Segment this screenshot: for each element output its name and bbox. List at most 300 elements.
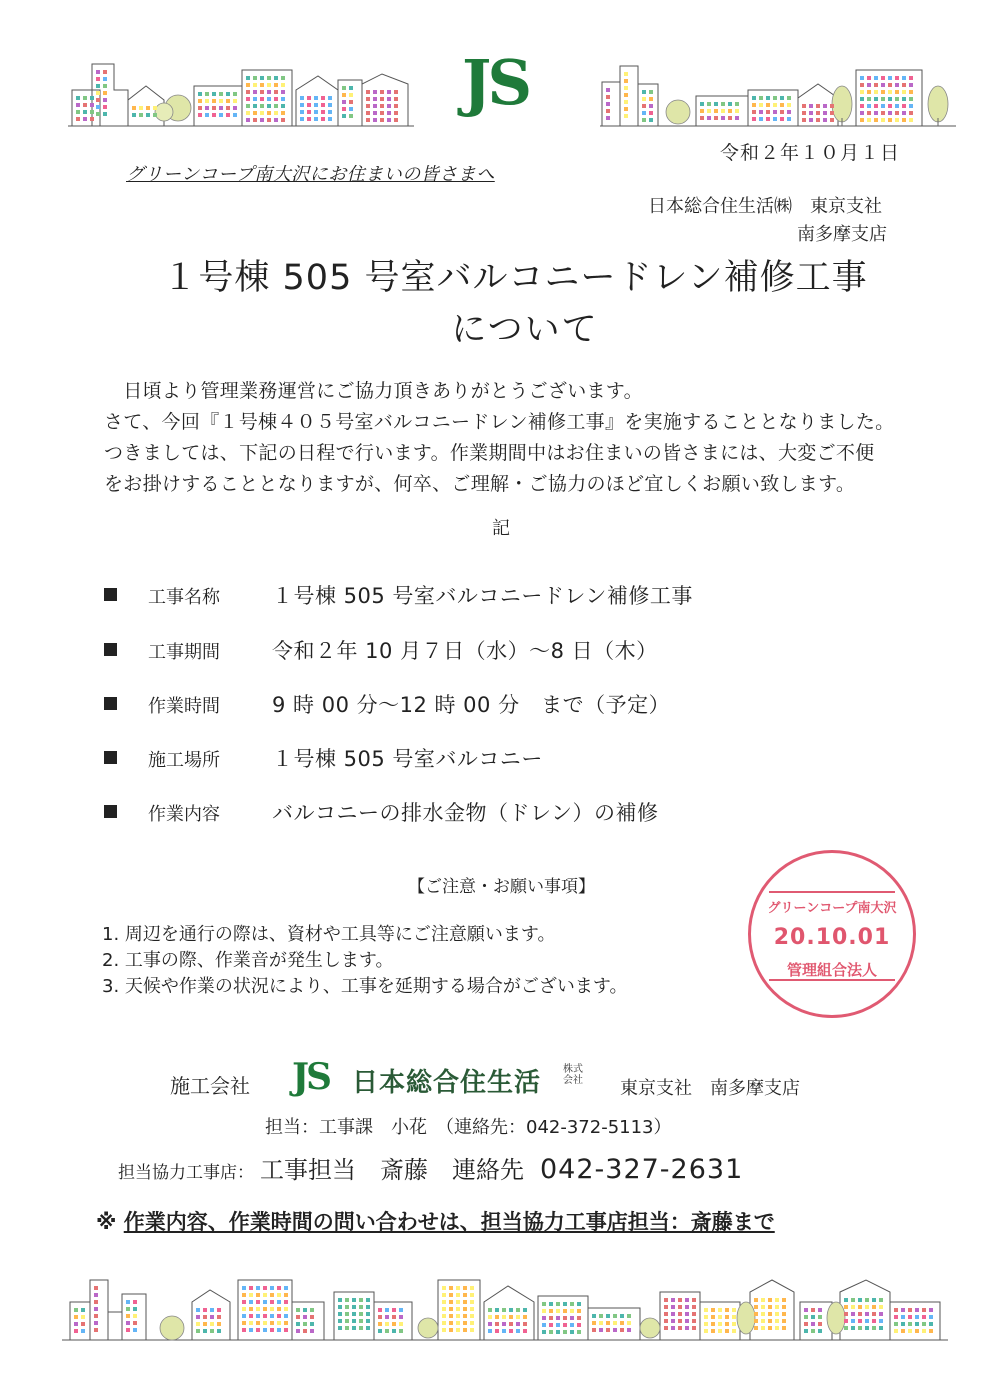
window-dot bbox=[759, 103, 763, 107]
window-dot bbox=[284, 1328, 288, 1332]
window-dot bbox=[678, 1312, 682, 1316]
window-dot bbox=[642, 118, 646, 122]
window-dot bbox=[721, 109, 725, 113]
window-dot bbox=[627, 1321, 631, 1325]
window-dot bbox=[761, 1319, 765, 1323]
window-dot bbox=[563, 1330, 567, 1334]
window-dot bbox=[649, 104, 653, 108]
window-dot bbox=[818, 1308, 822, 1312]
window-dot bbox=[217, 1329, 221, 1333]
window-dot bbox=[226, 106, 230, 110]
window-dot bbox=[865, 1312, 869, 1316]
window-dot bbox=[392, 1315, 396, 1319]
window-dot bbox=[671, 1312, 675, 1316]
window-dot bbox=[901, 1329, 905, 1333]
window-dot bbox=[649, 97, 653, 101]
notes-heading: 【ご注意・お願い事項】 bbox=[408, 877, 595, 897]
window-dot bbox=[881, 97, 885, 101]
window-dot bbox=[267, 76, 271, 80]
window-dot bbox=[246, 83, 250, 87]
window-dot bbox=[399, 1329, 403, 1333]
window-dot bbox=[366, 90, 370, 94]
window-dot bbox=[380, 104, 384, 108]
window-dot bbox=[782, 1312, 786, 1316]
window-dot bbox=[321, 110, 325, 114]
window-dot bbox=[787, 103, 791, 107]
window-dot bbox=[307, 117, 311, 121]
window-dot bbox=[909, 83, 913, 87]
window-dot bbox=[811, 1329, 815, 1333]
window-dot bbox=[563, 1316, 567, 1320]
window-dot bbox=[851, 1298, 855, 1302]
window-dot bbox=[642, 104, 646, 108]
window-dot bbox=[711, 1322, 715, 1326]
window-dot bbox=[858, 1326, 862, 1330]
window-dot bbox=[754, 1312, 758, 1316]
window-dot bbox=[768, 1319, 772, 1323]
window-dot bbox=[263, 1321, 267, 1325]
window-dot bbox=[775, 1305, 779, 1309]
detail-value: 令和２年 10 月７日（水）～8 日（木） bbox=[272, 639, 658, 663]
note-item: 1. 周辺を通行の際は、資材や工具等にご注意願います。 bbox=[102, 924, 556, 945]
window-dot bbox=[146, 113, 150, 117]
window-dot bbox=[74, 1329, 78, 1333]
window-dot bbox=[210, 1322, 214, 1326]
window-dot bbox=[865, 1305, 869, 1309]
window-dot bbox=[274, 76, 278, 80]
window-dot bbox=[867, 83, 871, 87]
window-dot bbox=[90, 117, 94, 121]
window-dot bbox=[879, 1326, 883, 1330]
window-dot bbox=[516, 1308, 520, 1312]
window-dot bbox=[752, 110, 756, 114]
window-dot bbox=[549, 1309, 553, 1313]
window-dot bbox=[768, 1298, 772, 1302]
ki-heading: 記 bbox=[492, 518, 510, 539]
window-dot bbox=[915, 1308, 919, 1312]
window-dot bbox=[872, 1326, 876, 1330]
window-dot bbox=[860, 111, 864, 115]
window-dot bbox=[902, 90, 906, 94]
window-dot bbox=[523, 1315, 527, 1319]
window-dot bbox=[818, 1315, 822, 1319]
window-dot bbox=[502, 1322, 506, 1326]
body-text bbox=[104, 376, 924, 500]
window-dot bbox=[766, 117, 770, 121]
window-dot bbox=[463, 1321, 467, 1325]
document-title: １号棟 505 号室バルコニードレン補修工事 bbox=[162, 258, 868, 298]
window-dot bbox=[851, 1319, 855, 1323]
window-dot bbox=[310, 1322, 314, 1326]
reference-mark: ※ bbox=[96, 1210, 117, 1234]
window-dot bbox=[649, 111, 653, 115]
window-dot bbox=[613, 1328, 617, 1332]
window-dot bbox=[732, 1322, 736, 1326]
window-dot bbox=[342, 86, 346, 90]
window-dot bbox=[707, 116, 711, 120]
window-dot bbox=[830, 111, 834, 115]
window-dot bbox=[809, 104, 813, 108]
window-dot bbox=[816, 111, 820, 115]
window-dot bbox=[83, 110, 87, 114]
window-dot bbox=[342, 107, 346, 111]
window-dot bbox=[303, 1308, 307, 1312]
window-dot bbox=[844, 1312, 848, 1316]
window-dot bbox=[263, 1293, 267, 1297]
window-dot bbox=[242, 1286, 246, 1290]
window-dot bbox=[342, 114, 346, 118]
window-dot bbox=[735, 102, 739, 106]
window-dot bbox=[328, 117, 332, 121]
window-dot bbox=[874, 83, 878, 87]
window-dot bbox=[126, 1328, 130, 1332]
window-dot bbox=[94, 1314, 98, 1318]
window-dot bbox=[664, 1319, 668, 1323]
window-dot bbox=[570, 1302, 574, 1306]
window-dot bbox=[385, 1322, 389, 1326]
subcontractor-person: 工事担当 斎藤 連絡先 bbox=[260, 1156, 524, 1184]
window-dot bbox=[556, 1302, 560, 1306]
window-dot bbox=[606, 88, 610, 92]
window-dot bbox=[768, 1312, 772, 1316]
window-dot bbox=[303, 1315, 307, 1319]
window-dot bbox=[366, 1326, 370, 1330]
window-dot bbox=[858, 1298, 862, 1302]
window-dot bbox=[860, 90, 864, 94]
window-dot bbox=[922, 1329, 926, 1333]
window-dot bbox=[908, 1322, 912, 1326]
window-dot bbox=[818, 1322, 822, 1326]
window-dot bbox=[270, 1321, 274, 1325]
window-dot bbox=[922, 1308, 926, 1312]
window-dot bbox=[83, 96, 87, 100]
window-dot bbox=[858, 1319, 862, 1323]
window-dot bbox=[902, 97, 906, 101]
window-dot bbox=[867, 104, 871, 108]
window-dot bbox=[773, 110, 777, 114]
window-dot bbox=[256, 1307, 260, 1311]
window-dot bbox=[728, 109, 732, 113]
window-dot bbox=[872, 1312, 876, 1316]
window-dot bbox=[894, 1322, 898, 1326]
window-dot bbox=[811, 1322, 815, 1326]
window-dot bbox=[768, 1305, 772, 1309]
window-dot bbox=[888, 97, 892, 101]
window-dot bbox=[523, 1322, 527, 1326]
window-dot bbox=[678, 1305, 682, 1309]
window-dot bbox=[463, 1286, 467, 1290]
window-dot bbox=[624, 72, 628, 76]
window-dot bbox=[754, 1305, 758, 1309]
window-dot bbox=[671, 1319, 675, 1323]
window-dot bbox=[456, 1321, 460, 1325]
window-dot bbox=[139, 113, 143, 117]
window-dot bbox=[509, 1308, 513, 1312]
window-dot bbox=[761, 1312, 765, 1316]
window-dot bbox=[488, 1308, 492, 1312]
window-dot bbox=[556, 1323, 560, 1327]
window-dot bbox=[345, 1319, 349, 1323]
window-dot bbox=[809, 118, 813, 122]
window-dot bbox=[96, 77, 100, 81]
window-dot bbox=[380, 97, 384, 101]
window-dot bbox=[392, 1322, 396, 1326]
window-dot bbox=[94, 1307, 98, 1311]
window-dot bbox=[249, 1293, 253, 1297]
window-dot bbox=[359, 1312, 363, 1316]
window-dot bbox=[606, 1314, 610, 1318]
window-dot bbox=[759, 110, 763, 114]
window-dot bbox=[246, 104, 250, 108]
window-dot bbox=[249, 1286, 253, 1290]
window-dot bbox=[96, 105, 100, 109]
js-logo: JS bbox=[462, 46, 529, 119]
window-dot bbox=[198, 106, 202, 110]
window-dot bbox=[620, 1314, 624, 1318]
window-dot bbox=[205, 106, 209, 110]
window-dot bbox=[74, 1308, 78, 1312]
window-dot bbox=[872, 1298, 876, 1302]
window-dot bbox=[624, 93, 628, 97]
window-dot bbox=[277, 1321, 281, 1325]
window-dot bbox=[463, 1328, 467, 1332]
window-dot bbox=[274, 83, 278, 87]
window-dot bbox=[782, 1326, 786, 1330]
window-dot bbox=[823, 104, 827, 108]
window-dot bbox=[310, 1315, 314, 1319]
window-dot bbox=[212, 113, 216, 117]
window-dot bbox=[260, 90, 264, 94]
window-dot bbox=[851, 1326, 855, 1330]
window-dot bbox=[782, 1298, 786, 1302]
window-dot bbox=[399, 1315, 403, 1319]
window-dot bbox=[300, 110, 304, 114]
window-dot bbox=[577, 1330, 581, 1334]
window-dot bbox=[613, 1314, 617, 1318]
window-dot bbox=[867, 118, 871, 122]
window-dot bbox=[908, 1315, 912, 1319]
window-dot bbox=[804, 1308, 808, 1312]
window-dot bbox=[74, 1315, 78, 1319]
window-dot bbox=[132, 113, 136, 117]
window-dot bbox=[523, 1308, 527, 1312]
window-dot bbox=[256, 1293, 260, 1297]
square-bullet-icon bbox=[104, 751, 117, 764]
document-title-continued: について bbox=[451, 310, 599, 350]
window-dot bbox=[728, 102, 732, 106]
window-dot bbox=[768, 1326, 772, 1330]
window-dot bbox=[592, 1328, 596, 1332]
window-dot bbox=[909, 76, 913, 80]
window-dot bbox=[775, 1319, 779, 1323]
window-dot bbox=[901, 1308, 905, 1312]
window-dot bbox=[133, 1328, 137, 1332]
window-dot bbox=[267, 90, 271, 94]
window-dot bbox=[126, 1300, 130, 1304]
window-dot bbox=[867, 111, 871, 115]
window-dot bbox=[549, 1330, 553, 1334]
window-dot bbox=[456, 1300, 460, 1304]
window-dot bbox=[233, 99, 237, 103]
window-dot bbox=[704, 1315, 708, 1319]
window-dot bbox=[387, 90, 391, 94]
window-dot bbox=[692, 1326, 696, 1330]
window-dot bbox=[81, 1315, 85, 1319]
window-dot bbox=[338, 1298, 342, 1302]
window-dot bbox=[915, 1322, 919, 1326]
window-dot bbox=[542, 1330, 546, 1334]
window-dot bbox=[394, 90, 398, 94]
window-dot bbox=[894, 1329, 898, 1333]
window-dot bbox=[359, 1319, 363, 1323]
window-dot bbox=[349, 114, 353, 118]
window-dot bbox=[314, 117, 318, 121]
window-dot bbox=[888, 118, 892, 122]
window-dot bbox=[196, 1315, 200, 1319]
window-dot bbox=[802, 111, 806, 115]
body-paragraph-line: さて、今回『１号棟４０５号室バルコニードレン補修工事』を実施することとなりました。 bbox=[104, 411, 895, 433]
window-dot bbox=[895, 83, 899, 87]
window-dot bbox=[685, 1326, 689, 1330]
window-dot bbox=[76, 117, 80, 121]
window-dot bbox=[516, 1315, 520, 1319]
window-dot bbox=[570, 1309, 574, 1313]
window-dot bbox=[754, 1326, 758, 1330]
window-dot bbox=[277, 1300, 281, 1304]
window-dot bbox=[642, 90, 646, 94]
window-dot bbox=[606, 102, 610, 106]
window-dot bbox=[888, 76, 892, 80]
window-dot bbox=[901, 1322, 905, 1326]
window-dot bbox=[915, 1315, 919, 1319]
window-dot bbox=[307, 110, 311, 114]
window-dot bbox=[274, 97, 278, 101]
window-dot bbox=[300, 103, 304, 107]
window-dot bbox=[394, 118, 398, 122]
window-dot bbox=[267, 83, 271, 87]
window-dot bbox=[456, 1307, 460, 1311]
window-dot bbox=[205, 99, 209, 103]
window-dot bbox=[103, 105, 107, 109]
window-dot bbox=[249, 1321, 253, 1325]
window-dot bbox=[509, 1329, 513, 1333]
window-dot bbox=[449, 1300, 453, 1304]
window-dot bbox=[879, 1319, 883, 1323]
detail-label: 施工場所 bbox=[148, 750, 220, 771]
window-dot bbox=[198, 92, 202, 96]
window-dot bbox=[328, 110, 332, 114]
window-dot bbox=[246, 111, 250, 115]
window-dot bbox=[872, 1319, 876, 1323]
window-dot bbox=[620, 1328, 624, 1332]
window-dot bbox=[256, 1300, 260, 1304]
window-dot bbox=[671, 1326, 675, 1330]
window-dot bbox=[139, 106, 143, 110]
window-dot bbox=[387, 118, 391, 122]
window-dot bbox=[502, 1329, 506, 1333]
window-dot bbox=[711, 1329, 715, 1333]
window-dot bbox=[851, 1305, 855, 1309]
window-dot bbox=[624, 100, 628, 104]
window-dot bbox=[284, 1293, 288, 1297]
window-dot bbox=[577, 1323, 581, 1327]
window-dot bbox=[359, 1326, 363, 1330]
window-dot bbox=[704, 1308, 708, 1312]
window-dot bbox=[735, 116, 739, 120]
window-dot bbox=[366, 97, 370, 101]
window-dot bbox=[310, 1308, 314, 1312]
window-dot bbox=[267, 104, 271, 108]
window-dot bbox=[314, 110, 318, 114]
window-dot bbox=[217, 1315, 221, 1319]
window-dot bbox=[692, 1319, 696, 1323]
window-dot bbox=[502, 1308, 506, 1312]
detail-value: １号棟 505 号室バルコニー bbox=[272, 747, 543, 771]
window-dot bbox=[563, 1323, 567, 1327]
window-dot bbox=[714, 109, 718, 113]
window-dot bbox=[470, 1321, 474, 1325]
window-dot bbox=[133, 1300, 137, 1304]
contact-primary: 担当：工事課 小花 （連絡先：042-372-5113） bbox=[265, 1117, 672, 1138]
window-dot bbox=[929, 1329, 933, 1333]
window-dot bbox=[516, 1322, 520, 1326]
window-dot bbox=[502, 1315, 506, 1319]
window-dot bbox=[349, 100, 353, 104]
window-dot bbox=[895, 76, 899, 80]
window-dot bbox=[664, 1298, 668, 1302]
window-dot bbox=[94, 1300, 98, 1304]
detail-label: 作業内容 bbox=[148, 804, 220, 825]
window-dot bbox=[270, 1328, 274, 1332]
window-dot bbox=[556, 1309, 560, 1313]
window-dot bbox=[664, 1305, 668, 1309]
window-dot bbox=[210, 1308, 214, 1312]
window-dot bbox=[392, 1308, 396, 1312]
window-dot bbox=[366, 1305, 370, 1309]
window-dot bbox=[707, 102, 711, 106]
window-dot bbox=[752, 103, 756, 107]
window-dot bbox=[902, 111, 906, 115]
window-dot bbox=[470, 1307, 474, 1311]
window-dot bbox=[267, 111, 271, 115]
window-dot bbox=[373, 104, 377, 108]
window-dot bbox=[399, 1322, 403, 1326]
window-dot bbox=[260, 83, 264, 87]
window-dot bbox=[449, 1328, 453, 1332]
window-dot bbox=[704, 1329, 708, 1333]
window-dot bbox=[901, 1315, 905, 1319]
window-dot bbox=[606, 116, 610, 120]
window-dot bbox=[442, 1321, 446, 1325]
window-dot bbox=[818, 1329, 822, 1333]
window-dot bbox=[366, 104, 370, 108]
window-dot bbox=[725, 1322, 729, 1326]
window-dot bbox=[210, 1329, 214, 1333]
window-dot bbox=[714, 102, 718, 106]
window-dot bbox=[463, 1300, 467, 1304]
window-dot bbox=[284, 1307, 288, 1311]
company-type-label: 株式会社 bbox=[563, 1064, 583, 1086]
window-dot bbox=[867, 97, 871, 101]
window-dot bbox=[830, 118, 834, 122]
window-dot bbox=[570, 1323, 574, 1327]
window-dot bbox=[809, 111, 813, 115]
window-dot bbox=[728, 116, 732, 120]
detail-label: 工事期間 bbox=[148, 642, 220, 663]
window-dot bbox=[126, 1307, 130, 1311]
window-dot bbox=[284, 1300, 288, 1304]
window-dot bbox=[449, 1307, 453, 1311]
